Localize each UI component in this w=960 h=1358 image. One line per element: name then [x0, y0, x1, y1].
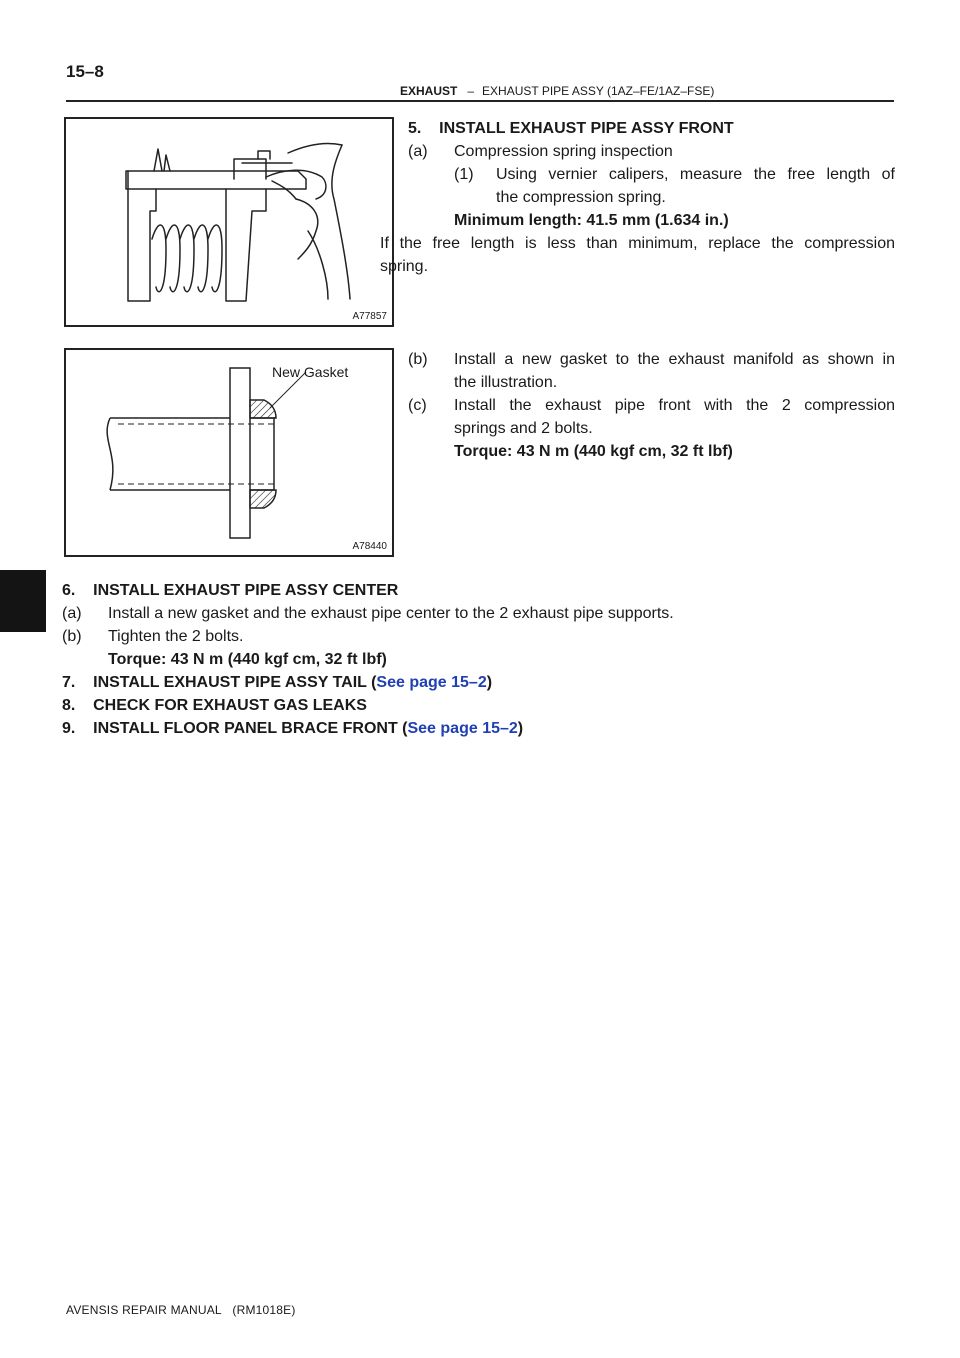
- header-rule: [66, 100, 894, 102]
- step-5-title: 5. INSTALL EXHAUST PIPE ASSY FRONT: [408, 120, 734, 137]
- figure-vernier-calipers: [64, 117, 394, 327]
- figure-id: A78440: [352, 541, 387, 552]
- step-5b-marker: (b): [408, 351, 428, 368]
- step-5a1-line2: the compression spring.: [496, 189, 666, 206]
- step-8-title: 8. CHECK FOR EXHAUST GAS LEAKS: [62, 697, 367, 714]
- step-6a-text: Install a new gasket and the exhaust pipe center to the 2 exhaust pipe supports.: [108, 605, 674, 622]
- step-5a1-marker: (1): [454, 166, 474, 183]
- footer-manual-title: AVENSIS REPAIR MANUAL (RM1018E): [66, 1303, 296, 1317]
- replace-note-line1: If the free length is less than minimum, replace the compression: [380, 235, 895, 252]
- step-5a-marker: (a): [408, 143, 428, 160]
- step-9-see-page-link[interactable]: See page 15–2: [407, 720, 518, 737]
- running-header: [400, 84, 714, 98]
- step-6b-marker: (b): [62, 628, 82, 645]
- step-6-torque: Torque: 43 N m (440 kgf cm, 32 ft lbf): [108, 651, 387, 668]
- replace-note-line2: spring.: [380, 258, 429, 275]
- new-gasket-label: New Gasket: [272, 364, 349, 380]
- figure-id: A77857: [352, 311, 387, 322]
- step-9: [62, 717, 523, 740]
- step-5c-marker: (c): [408, 397, 427, 414]
- minimum-length-spec: Minimum length: 41.5 mm (1.634 in.): [454, 212, 729, 229]
- step-5b-line2: the illustration.: [454, 374, 558, 391]
- section-tab-marker: [0, 570, 46, 632]
- step-5c-line2: springs and 2 bolts.: [454, 420, 593, 437]
- vernier-calipers-illustration: [66, 119, 392, 325]
- gasket-cross-section-illustration: [66, 350, 392, 555]
- step-7-close: ): [486, 674, 493, 691]
- step-5b-line1: Install a new gasket to the exhaust manifold as shown in: [454, 351, 895, 368]
- header-subsection: EXHAUST PIPE ASSY (1AZ–FE/1AZ–FSE): [482, 84, 715, 98]
- step-5c-line1: Install the exhaust pipe front with the 2 compression: [454, 397, 895, 414]
- step-6-title: 6. INSTALL EXHAUST PIPE ASSY CENTER: [62, 582, 399, 599]
- step-5c-torque: Torque: 43 N m (440 kgf cm, 32 ft lbf): [454, 443, 733, 460]
- step-6a-marker: (a): [62, 605, 82, 622]
- step-7-title: 7. INSTALL EXHAUST PIPE ASSY TAIL (: [62, 674, 377, 691]
- step-5a1-line1: Using vernier calipers, measure the free length of: [496, 166, 895, 183]
- step-5a-text: Compression spring inspection: [454, 143, 673, 160]
- header-section: EXHAUST: [400, 84, 458, 98]
- step-9-close: ): [517, 720, 524, 737]
- step-6b-text: Tighten the 2 bolts.: [108, 628, 244, 645]
- header-dash: –: [467, 84, 475, 98]
- step-9-title: 9. INSTALL FLOOR PANEL BRACE FRONT (: [62, 720, 408, 737]
- step-7-see-page-link[interactable]: See page 15–2: [376, 674, 487, 691]
- figure-new-gasket: [64, 348, 394, 557]
- step-7: [62, 671, 492, 694]
- page-number: 15–8: [66, 62, 104, 81]
